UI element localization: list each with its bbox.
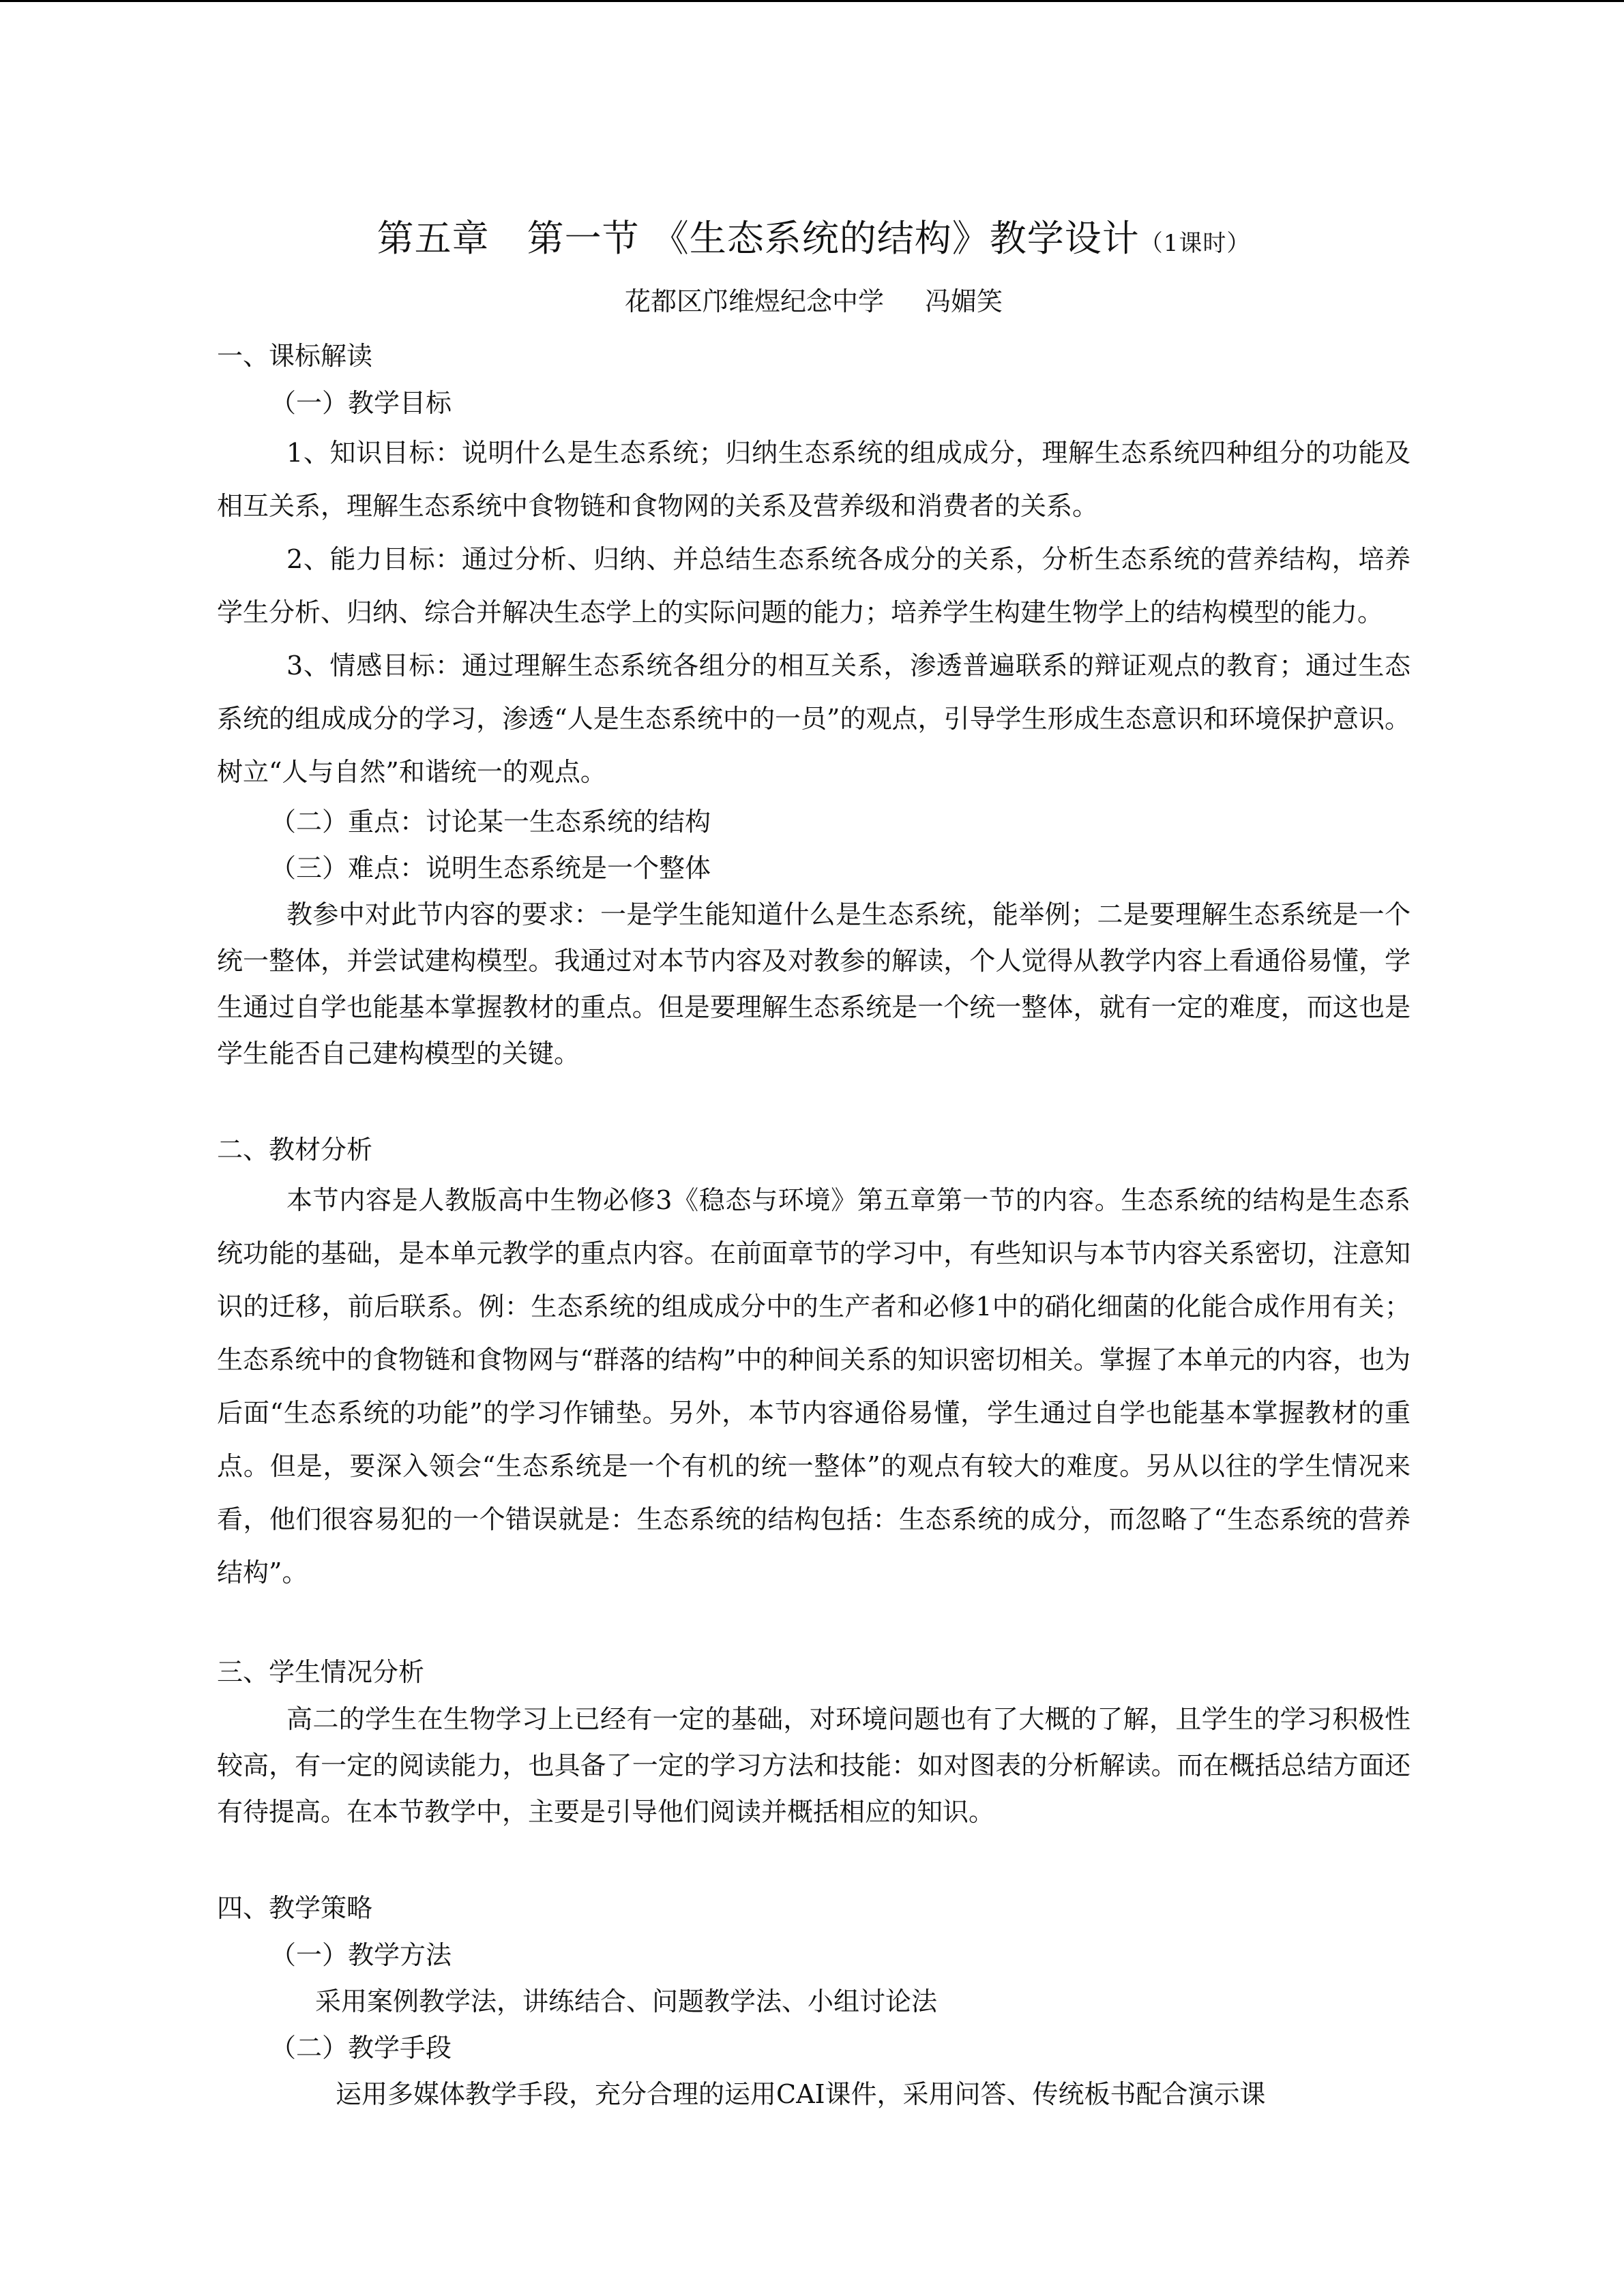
section-student-analysis: [217, 1648, 1411, 1835]
teaching-methods-text: 采用案例教学法，讲练结合、问题教学法、小组讨论法: [315, 1986, 938, 2016]
emotion-goal-paragraph: 3、情感目标：通过理解生态系统各组分的相互关系，渗透普遍联系的辩证观点的教育；通过生态系统的组成成分的学习，渗透“人是生态系统中的一员”的观点，引导学生形成生态意识和环境保护意识。树立“人与自然”和谐统一的观点。: [217, 651, 1411, 787]
spacer: [217, 1077, 1411, 1126]
section-teaching-strategy: [217, 1884, 1411, 2117]
author-line: [217, 278, 1411, 325]
textbook-analysis-paragraph: 本节内容是人教版高中生物必修3《稳态与环境》第五章第一节的内容。生态系统的结构是生态系统功能的基础，是本单元教学的重点内容。在前面章节的学习中，有些知识与本节内容关系密切，注意知识的迁移，前后联系。例：生态系统的组成成分中的生产者和必修1中的硝化细菌的化能合成作用有关；生态系统中的食物链和食物网与“群落的结构”中的种间关系的知识密切相关。掌握了本单元的内容，也为后面“生态系统的功能”的学习作铺垫。另外，本节内容通俗易懂，学生通过自学也能基本掌握教材的重点。但是，要深入领会“生态系统是一个有机的统一整体”的观点有较大的难度。另从以往的学生情况来看，他们很容易犯的一个错误就是：生态系统的结构包括：生态系统的成分，而忽略了“生态系统的营养结构”。: [217, 1185, 1411, 1587]
document-title: [217, 205, 1411, 278]
section1-sub-difficulty: （三）难点：说明生态系统是一个整体: [270, 853, 711, 883]
ability-goal-paragraph: 2、能力目标：通过分析、归纳、并总结生态系统各成分的关系，分析生态系统的营养结构，培养学生分析、归纳、综合并解决生态学上的实际问题的能力；培养学生构建生物学上的结构模型的能力。: [217, 544, 1411, 627]
section2-heading: 二、教材分析: [217, 1135, 373, 1165]
spacer: [217, 1835, 1411, 1884]
section-textbook-analysis: [217, 1126, 1411, 1599]
reference-requirement-paragraph: 教参中对此节内容的要求：一是学生能知道什么是生态系统，能举例；二是要理解生态系统是一个统一整体，并尝试建构模型。我通过对本节内容及对教参的解读，个人觉得从教学内容上看通俗易懂，学生通过自学也能基本掌握教材的重点。但是要理解生态系统是一个统一整体，就有一定的难度，而这也是学生能否自己建构模型的关键。: [217, 899, 1411, 1069]
teaching-means-text: 运用多媒体教学手段，充分合理的运用CAI课件，采用问答、传统板书配合演示课: [336, 2079, 1266, 2109]
section-curriculum-interpretation: [217, 332, 1411, 1077]
document-page: [217, 205, 1411, 2117]
author-name: 冯媚笑: [925, 286, 1003, 316]
section4-heading: 四、教学策略: [217, 1893, 373, 1923]
section3-heading: 三、学生情况分析: [217, 1657, 425, 1687]
section4-sub-means: （二）教学手段: [270, 2033, 452, 2063]
top-border-line: [0, 0, 1624, 2]
section1-heading: 一、课标解读: [217, 341, 373, 371]
title-note: （1课时）: [1139, 230, 1251, 257]
author-school: 花都区邝维煜纪念中学: [624, 286, 884, 316]
knowledge-goal-paragraph: 1、知识目标：说明什么是生态系统；归纳生态系统的组成成分，理解生态系统四种组分的功能及相互关系，理解生态系统中食物链和食物网的关系及营养级和消费者的关系。: [217, 438, 1411, 521]
section1-sub-objectives: （一）教学目标: [270, 388, 452, 418]
student-analysis-paragraph: 高二的学生在生物学习上已经有一定的基础，对环境问题也有了大概的了解，且学生的学习积极性较高，有一定的阅读能力，也具备了一定的学习方法和技能：如对图表的分析解读。而在概括总结方面还有待提高。在本节教学中，主要是引导他们阅读并概括相应的知识。: [217, 1704, 1411, 1827]
section1-sub-key-point: （二）重点：讨论某一生态系统的结构: [270, 807, 711, 837]
section4-sub-methods: （一）教学方法: [270, 1940, 452, 1970]
title-text: 第五章 第一节 《生态系统的结构》教学设计: [377, 217, 1140, 260]
spacer: [217, 1599, 1411, 1648]
